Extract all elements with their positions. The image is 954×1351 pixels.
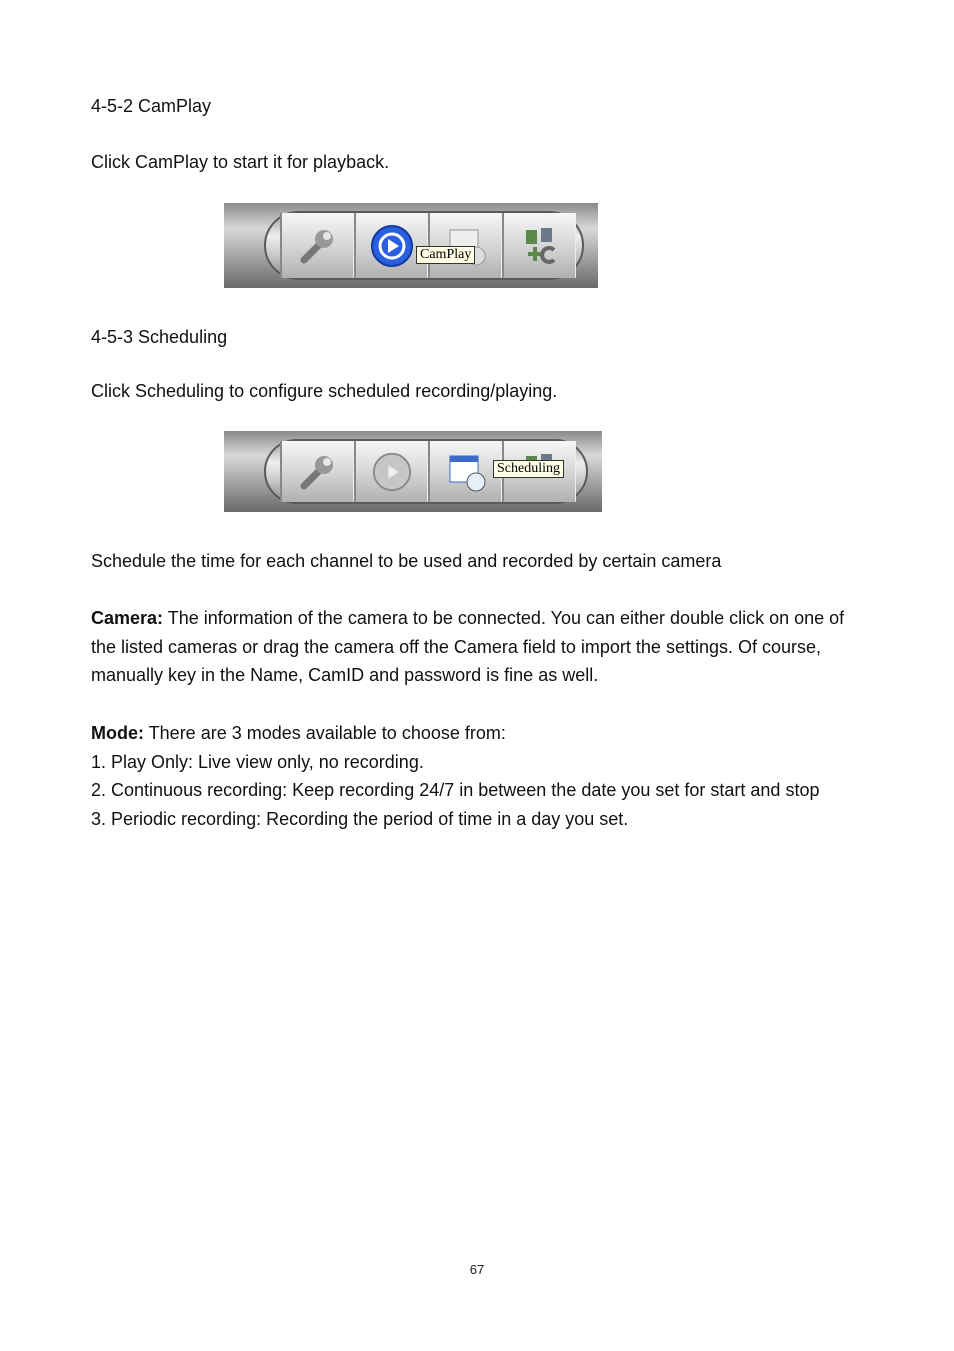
list-item: 3. Periodic recording: Recording the period of time in a day you set.: [91, 809, 629, 830]
wrench-icon: [296, 450, 340, 494]
section-heading-scheduling: 4-5-3 Scheduling: [91, 327, 228, 347]
wrench-icon: [296, 224, 340, 268]
camplay-icon: [370, 450, 414, 494]
list-item: 2. Continuous recording: Keep recording 24/7 in between the date you set for start and stop: [91, 780, 820, 801]
camera-paragraph: [91, 604, 871, 690]
toolbar-camplay: [224, 203, 598, 288]
settings-button[interactable]: [280, 441, 354, 502]
mode-label: Mode:: [91, 723, 144, 743]
mode-paragraph: [91, 719, 871, 834]
camplay-button[interactable]: [354, 441, 428, 502]
camplay-icon: [369, 223, 415, 269]
camera-label: Camera:: [91, 608, 164, 628]
toolbar-scheduling: [224, 431, 602, 512]
mode-text: There are 3 modes available to choose from:: [144, 723, 506, 743]
calendar-clock-icon: [444, 450, 488, 494]
camplay-instruction: Click CamPlay to start it for playback.: [91, 152, 390, 172]
camera-settings-button[interactable]: [502, 213, 576, 278]
page-number: 67: [469, 1262, 485, 1277]
camplay-tooltip: CamPlay: [416, 246, 475, 264]
settings-button[interactable]: [280, 213, 354, 278]
intro-text: Schedule the time for each channel to be used and recorded by certain camera: [91, 551, 722, 571]
scheduling-tooltip: Scheduling: [493, 460, 564, 478]
camera-text: The information of the camera to be connected. You can either double click on one of the listed cameras or drag the camera off the Camera field to import the settings. Of course, manually key in the Name, CamID and password is fine as well.: [91, 608, 845, 686]
list-item: 1. Play Only: Live view only, no recording.: [91, 751, 424, 772]
scheduling-instruction: Click Scheduling to configure scheduled recording/playing.: [91, 381, 558, 401]
mode-intro: [91, 719, 871, 748]
scheduling-button[interactable]: [428, 441, 502, 502]
section-heading-camplay: 4-5-2 CamPlay: [91, 96, 212, 116]
camera-settings-icon: [518, 224, 562, 268]
